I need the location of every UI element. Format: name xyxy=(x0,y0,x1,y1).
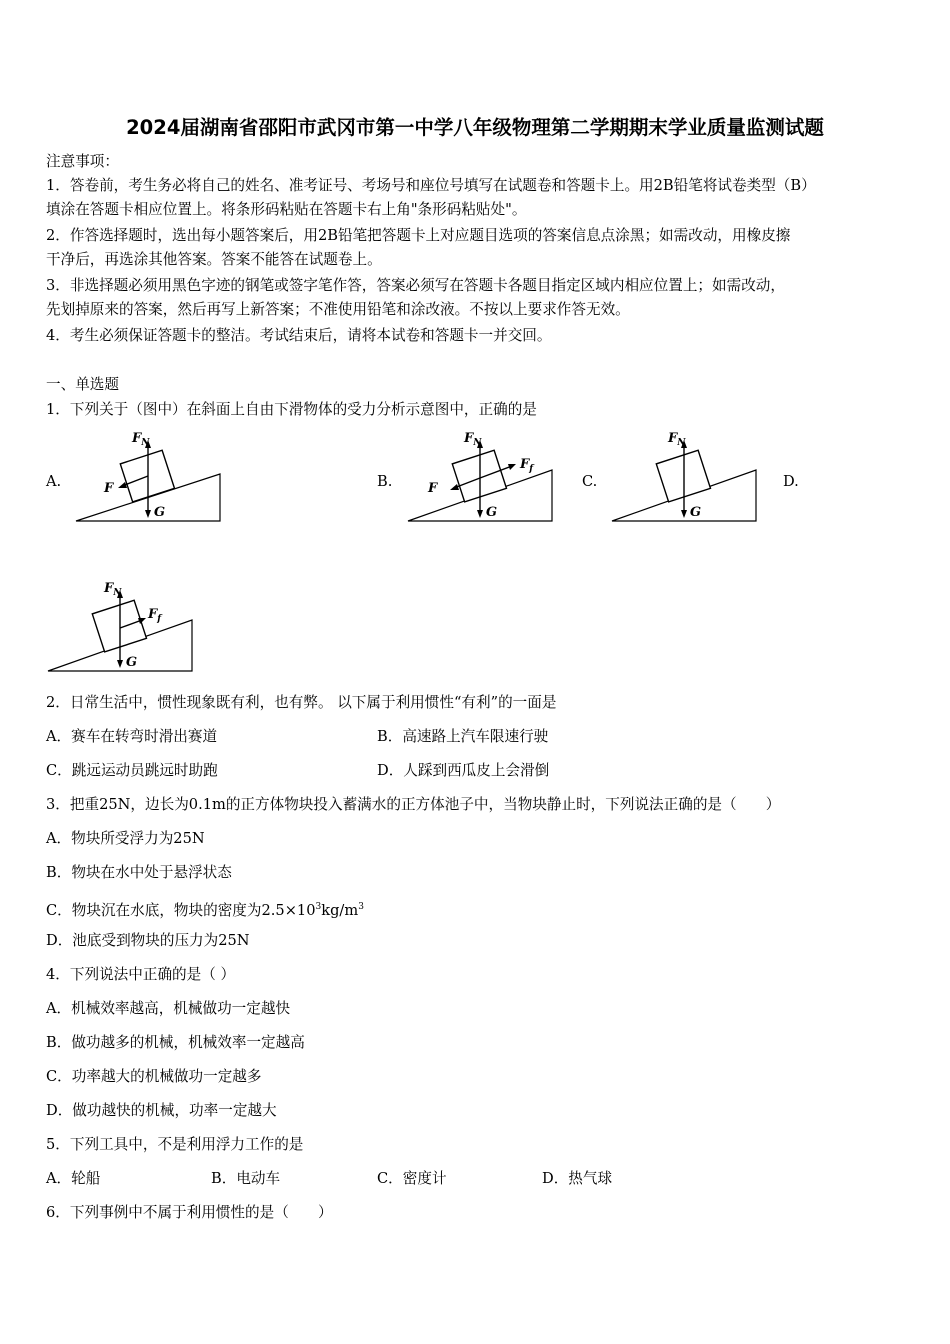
question-1-stem: 1．下列关于（图中）在斜面上自由下滑物体的受力分析示意图中，正确的是 xyxy=(46,401,537,418)
q1-option-c-label[interactable]: C. xyxy=(582,473,598,490)
normal-force-label: $F_N$ xyxy=(464,431,482,448)
q3-option-a[interactable]: A．物块所受浮力为25N xyxy=(46,830,205,847)
gravity-label: G xyxy=(690,505,702,520)
q1-figure-b xyxy=(402,428,562,528)
notice-line: 先划掉原来的答案，然后再写上新答案；不准使用铅笔和涂改液。不按以上要求作答无效。 xyxy=(46,301,630,318)
q5-option-d[interactable]: D．热气球 xyxy=(542,1170,613,1187)
q1-figure-c xyxy=(606,428,766,528)
q4-option-a[interactable]: A．机械效率越高，机械做功一定越快 xyxy=(46,1000,291,1017)
section-heading: 一、单选题 xyxy=(46,376,119,393)
q3-option-c[interactable]: C．物块沉在水底，物块的密度为$2.5\times 10^3kg/m^3$ xyxy=(46,901,364,919)
page-title: 2024届湖南省邵阳市武冈市第一中学八年级物理第二学期期末学业质量监测试题 xyxy=(126,116,824,139)
q5-option-b[interactable]: B．电动车 xyxy=(211,1170,281,1187)
q1-option-a-label[interactable]: A. xyxy=(46,473,62,490)
gravity-label: G xyxy=(486,505,498,520)
q1-option-d-label[interactable]: D. xyxy=(783,473,799,490)
q3-option-b[interactable]: B．物块在水中处于悬浮状态 xyxy=(46,864,232,881)
normal-force-label: $F_N$ xyxy=(104,581,122,598)
friction-force-label: $F_f$ xyxy=(148,607,162,624)
notice-heading: 注意事项： xyxy=(46,153,119,170)
notice-line: 3．非选择题必须用黑色字迹的钢笔或签字笔作答，答案必须写在答题卡各题目指定区域内相应位置上；如需改动， xyxy=(46,277,785,294)
q2-option-b[interactable]: B．高速路上汽车限速行驶 xyxy=(377,728,549,745)
q1-figure-d xyxy=(42,578,202,678)
notice-line: 4．考生必须保证答题卡的整洁。考试结束后，请将本试卷和答题卡一并交回。 xyxy=(46,327,552,344)
gravity-label: G xyxy=(126,655,138,670)
q2-option-d[interactable]: D．人踩到西瓜皮上会滑倒 xyxy=(377,762,550,779)
question-3-stem: 3．把重25N，边长为0.1m的正方体物块投入蓄满水的正方体池子中，当物块静止时，下列说法正确的是（ ） xyxy=(46,796,781,813)
q4-option-c[interactable]: C．功率越大的机械做功一定越多 xyxy=(46,1068,262,1085)
notice-line: 填涂在答题卡相应位置上。将条形码粘贴在答题卡右上角"条形码粘贴处"。 xyxy=(46,201,527,218)
notice-line: 干净后，再选涂其他答案。答案不能答在试题卷上。 xyxy=(46,251,382,268)
notice-line: 2．作答选择题时，选出每小题答案后，用2B铅笔把答题卡上对应题目选项的答案信息点涂黑；如需改动，用橡皮擦 xyxy=(46,227,791,244)
question-2-stem: 2．日常生活中，惯性现象既有利，也有弊。 以下属于利用惯性“有利”的一面是 xyxy=(46,694,557,711)
q5-option-c[interactable]: C．密度计 xyxy=(377,1170,447,1187)
q3-option-d[interactable]: D．池底受到物块的压力为25N xyxy=(46,932,250,949)
friction-force-label: $F_f$ xyxy=(520,457,534,474)
question-5-stem: 5．下列工具中，不是利用浮力工作的是 xyxy=(46,1136,304,1153)
q1-figure-a xyxy=(70,428,230,528)
notice-line: 1．答卷前，考生务必将自己的姓名、准考证号、考场号和座位号填写在试题卷和答题卡上。用2B铅笔将试卷类型（B） xyxy=(46,177,816,194)
q4-option-d[interactable]: D．做功越快的机械，功率一定越大 xyxy=(46,1102,277,1119)
q2-option-a[interactable]: A．赛车在转弯时滑出赛道 xyxy=(46,728,218,745)
force-label: F xyxy=(104,481,114,496)
q2-option-c[interactable]: C．跳远运动员跳远时助跑 xyxy=(46,762,218,779)
question-4-stem: 4．下列说法中正确的是（ ） xyxy=(46,966,236,983)
q1-option-b-label[interactable]: B. xyxy=(377,473,393,490)
normal-force-label: $F_N$ xyxy=(132,431,150,448)
question-6-stem: 6．下列事例中不属于利用惯性的是（ ） xyxy=(46,1204,333,1221)
gravity-label: G xyxy=(154,505,166,520)
normal-force-label: $F_N$ xyxy=(668,431,686,448)
q5-option-a[interactable]: A．轮船 xyxy=(46,1170,101,1187)
force-label: F xyxy=(428,481,438,496)
q4-option-b[interactable]: B．做功越多的机械，机械效率一定越高 xyxy=(46,1034,305,1051)
